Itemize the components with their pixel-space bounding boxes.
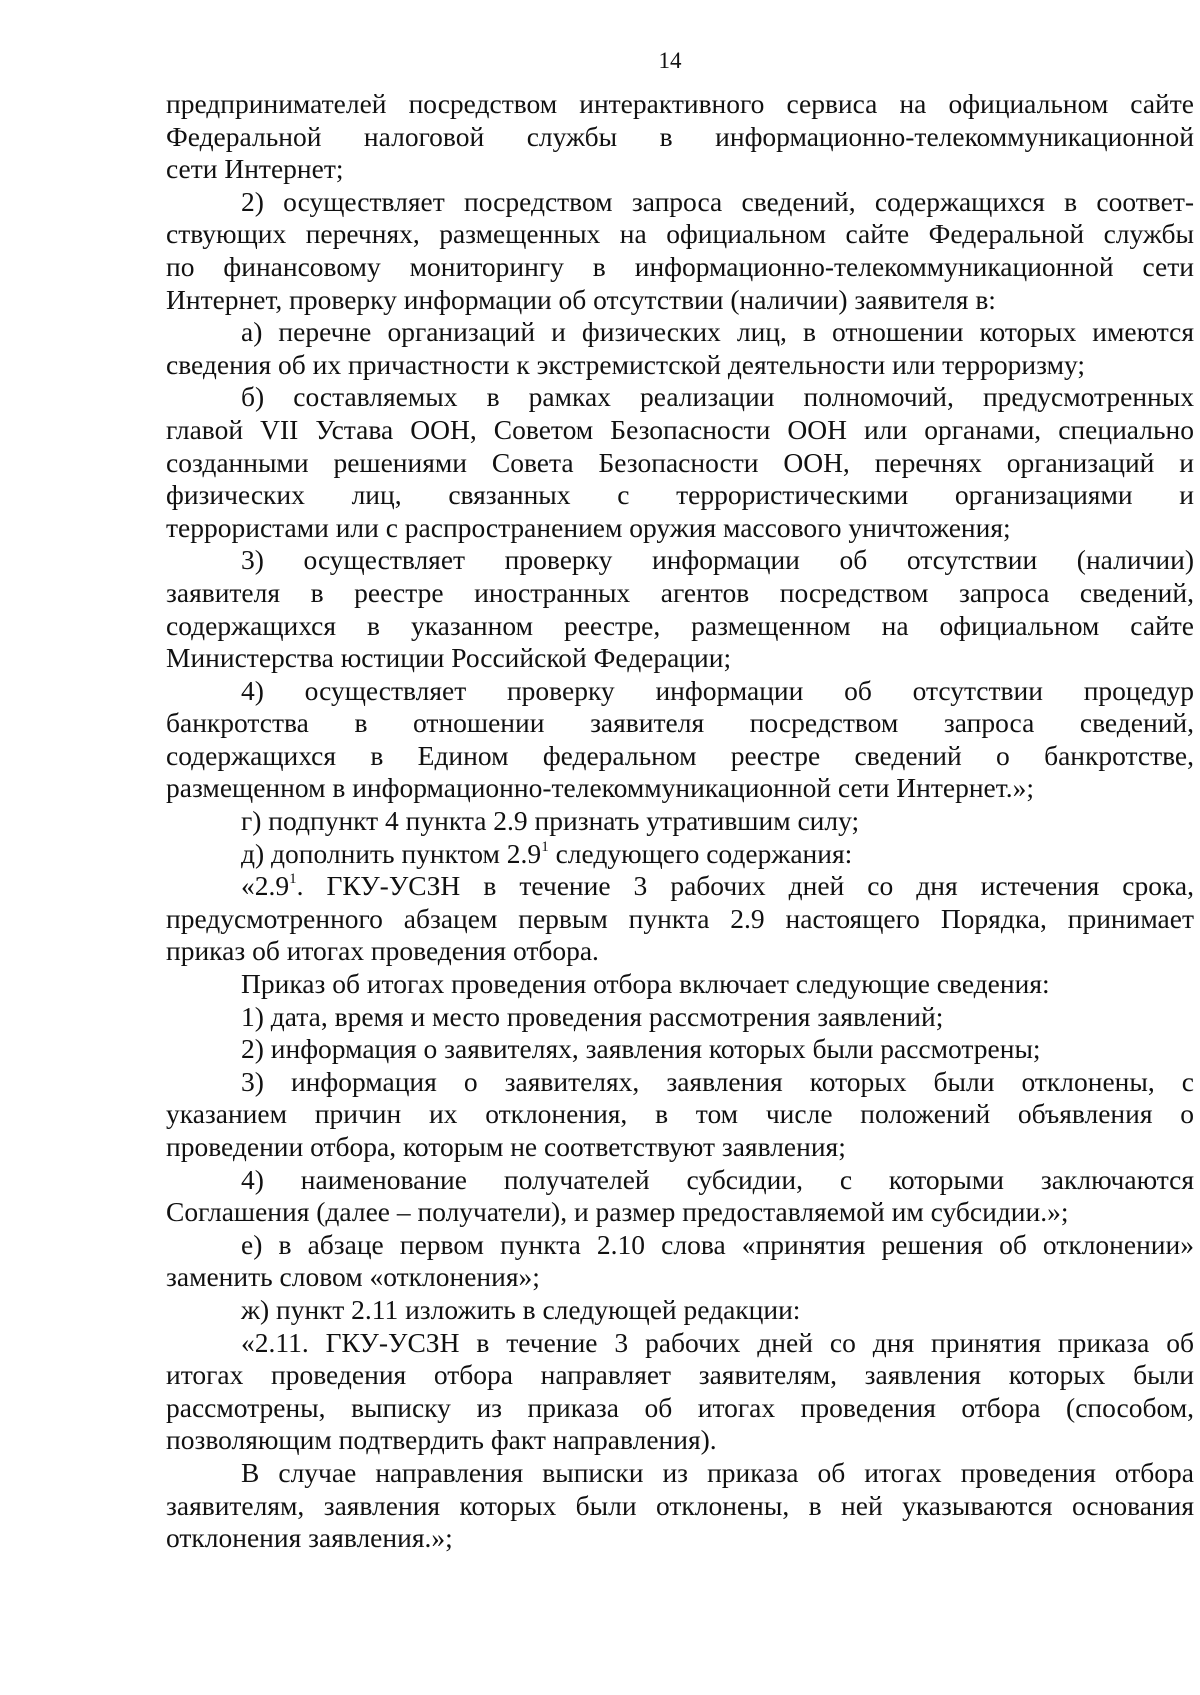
text-line: главой VII Устава ООН, Советом Безопасности ООН или органами, специально <box>166 413 1194 445</box>
text-line: заявителям, заявления которых были отклонены, в ней указываются основания <box>166 1489 1194 1521</box>
text-line: 3) информация о заявителях, заявления которых были отклонены, с <box>241 1065 1194 1097</box>
text-line: а) перечне организаций и физических лиц, в отношении которых имеются <box>241 316 1194 348</box>
text-line: 2) осуществляет посредством запроса сведений, содержащихся в соответ- <box>241 185 1194 217</box>
text-line: террористами или с распространением оружия массового уничтожения; <box>166 511 1011 543</box>
text-line: В случае направления выписки из приказа об итогах проведения отбора <box>241 1456 1194 1488</box>
text-line: Министерства юстиции Российской Федерации; <box>166 642 732 674</box>
text-line: по финансовому мониторингу в информационно-телекоммуникационной сети <box>166 250 1194 282</box>
text-line: 4) осуществляет проверку информации об отсутствии процедур <box>241 674 1194 706</box>
text-line: размещенном в информационно-телекоммуникационной сети Интернет.»; <box>166 772 1034 804</box>
text-line: г) подпункт 4 пункта 2.9 признать утратившим силу; <box>241 805 860 837</box>
text-line: физических лиц, связанных с террористическими организациями и <box>166 479 1194 511</box>
text-fragment: следующего содержания: <box>548 837 853 869</box>
text-line: отклонения заявления.»; <box>166 1522 453 1554</box>
text-fragment: д) дополнить пунктом 2.9 <box>241 837 542 869</box>
text-line: банкротства в отношении заявителя посредством запроса сведений, <box>166 707 1194 739</box>
text-line <box>166 838 1194 871</box>
superscript: 1 <box>289 871 297 888</box>
text-line: созданными решениями Совета Безопасности ООН, перечнях организаций и <box>166 446 1194 478</box>
text-line: Приказ об итогах проведения отбора включает следующие сведения: <box>241 968 1050 1000</box>
text-fragment: . ГКУ-УСЗН в течение 3 рабочих дней со дня истечения срока, <box>296 870 1194 902</box>
text-line: предусмотренного абзацем первым пункта 2.9 настоящего Порядка, принимает <box>166 902 1194 934</box>
text-line: содержащихся в указанном реестре, размещенном на официальном сайте <box>166 609 1194 641</box>
page-number: 14 <box>658 48 682 73</box>
text-line: заменить словом «отклонения»; <box>166 1261 540 1293</box>
text-line: Интернет, проверку информации об отсутствии (наличии) заявителя в: <box>166 283 996 315</box>
text-line: содержащихся в Едином федеральном реестре сведений о банкротстве, <box>166 739 1194 771</box>
text-line: е) в абзаце первом пункта 2.10 слова «принятия решения об отклонении» <box>241 1228 1194 1260</box>
text-line: ж) пункт 2.11 изложить в следующей редакции: <box>241 1293 801 1325</box>
text-line: приказ об итогах проведения отбора. <box>166 935 599 967</box>
text-line: б) составляемых в рамках реализации полномочий, предусмотренных <box>241 381 1194 413</box>
text-line: позволяющим подтвердить факт направления). <box>166 1424 717 1456</box>
text-fragment: «2.9 <box>241 870 290 902</box>
text-line: итогах проведения отбора направляет заявителям, заявления которых были <box>166 1359 1194 1391</box>
text-line <box>166 870 1194 903</box>
text-line: 2) информация о заявителях, заявления которых были рассмотрены; <box>241 1033 1041 1065</box>
text-line: проведении отбора, которым не соответствуют заявления; <box>166 1131 846 1162</box>
text-line: «2.11. ГКУ-УСЗН в течение 3 рабочих дней со дня принятия приказа об <box>241 1326 1194 1358</box>
text-line: предпринимателей посредством интерактивного сервиса на официальном сайте <box>166 88 1194 119</box>
text-line: сведения об их причастности к экстремистской деятельности или терроризму; <box>166 348 1085 380</box>
text-line: 3) осуществляет проверку информации об отсутствии (наличии) <box>241 544 1194 576</box>
text-line: ствующих перечнях, размещенных на официальном сайте Федеральной службы <box>166 218 1194 250</box>
text-line: рассмотрены, выписку из приказа об итогах проведения отбора (способом, <box>166 1391 1194 1423</box>
text-line: заявителя в реестре иностранных агентов посредством запроса сведений, <box>166 576 1194 608</box>
text-line: сети Интернет; <box>166 153 344 185</box>
text-line: Соглашения (далее – получатели), и размер предоставляемой им субсидии.»; <box>166 1196 1069 1228</box>
text-line: 4) наименование получателей субсидии, с которыми заключаются <box>241 1163 1194 1195</box>
text-line: Федеральной налоговой службы в информационно-телекоммуникационной <box>166 120 1194 152</box>
superscript: 1 <box>541 838 549 855</box>
document-body <box>166 88 1194 1555</box>
text-line: указанием причин их отклонения, в том числе положений объявления о <box>166 1098 1194 1130</box>
text-line: 1) дата, время и место проведения рассмотрения заявлений; <box>241 1000 944 1032</box>
